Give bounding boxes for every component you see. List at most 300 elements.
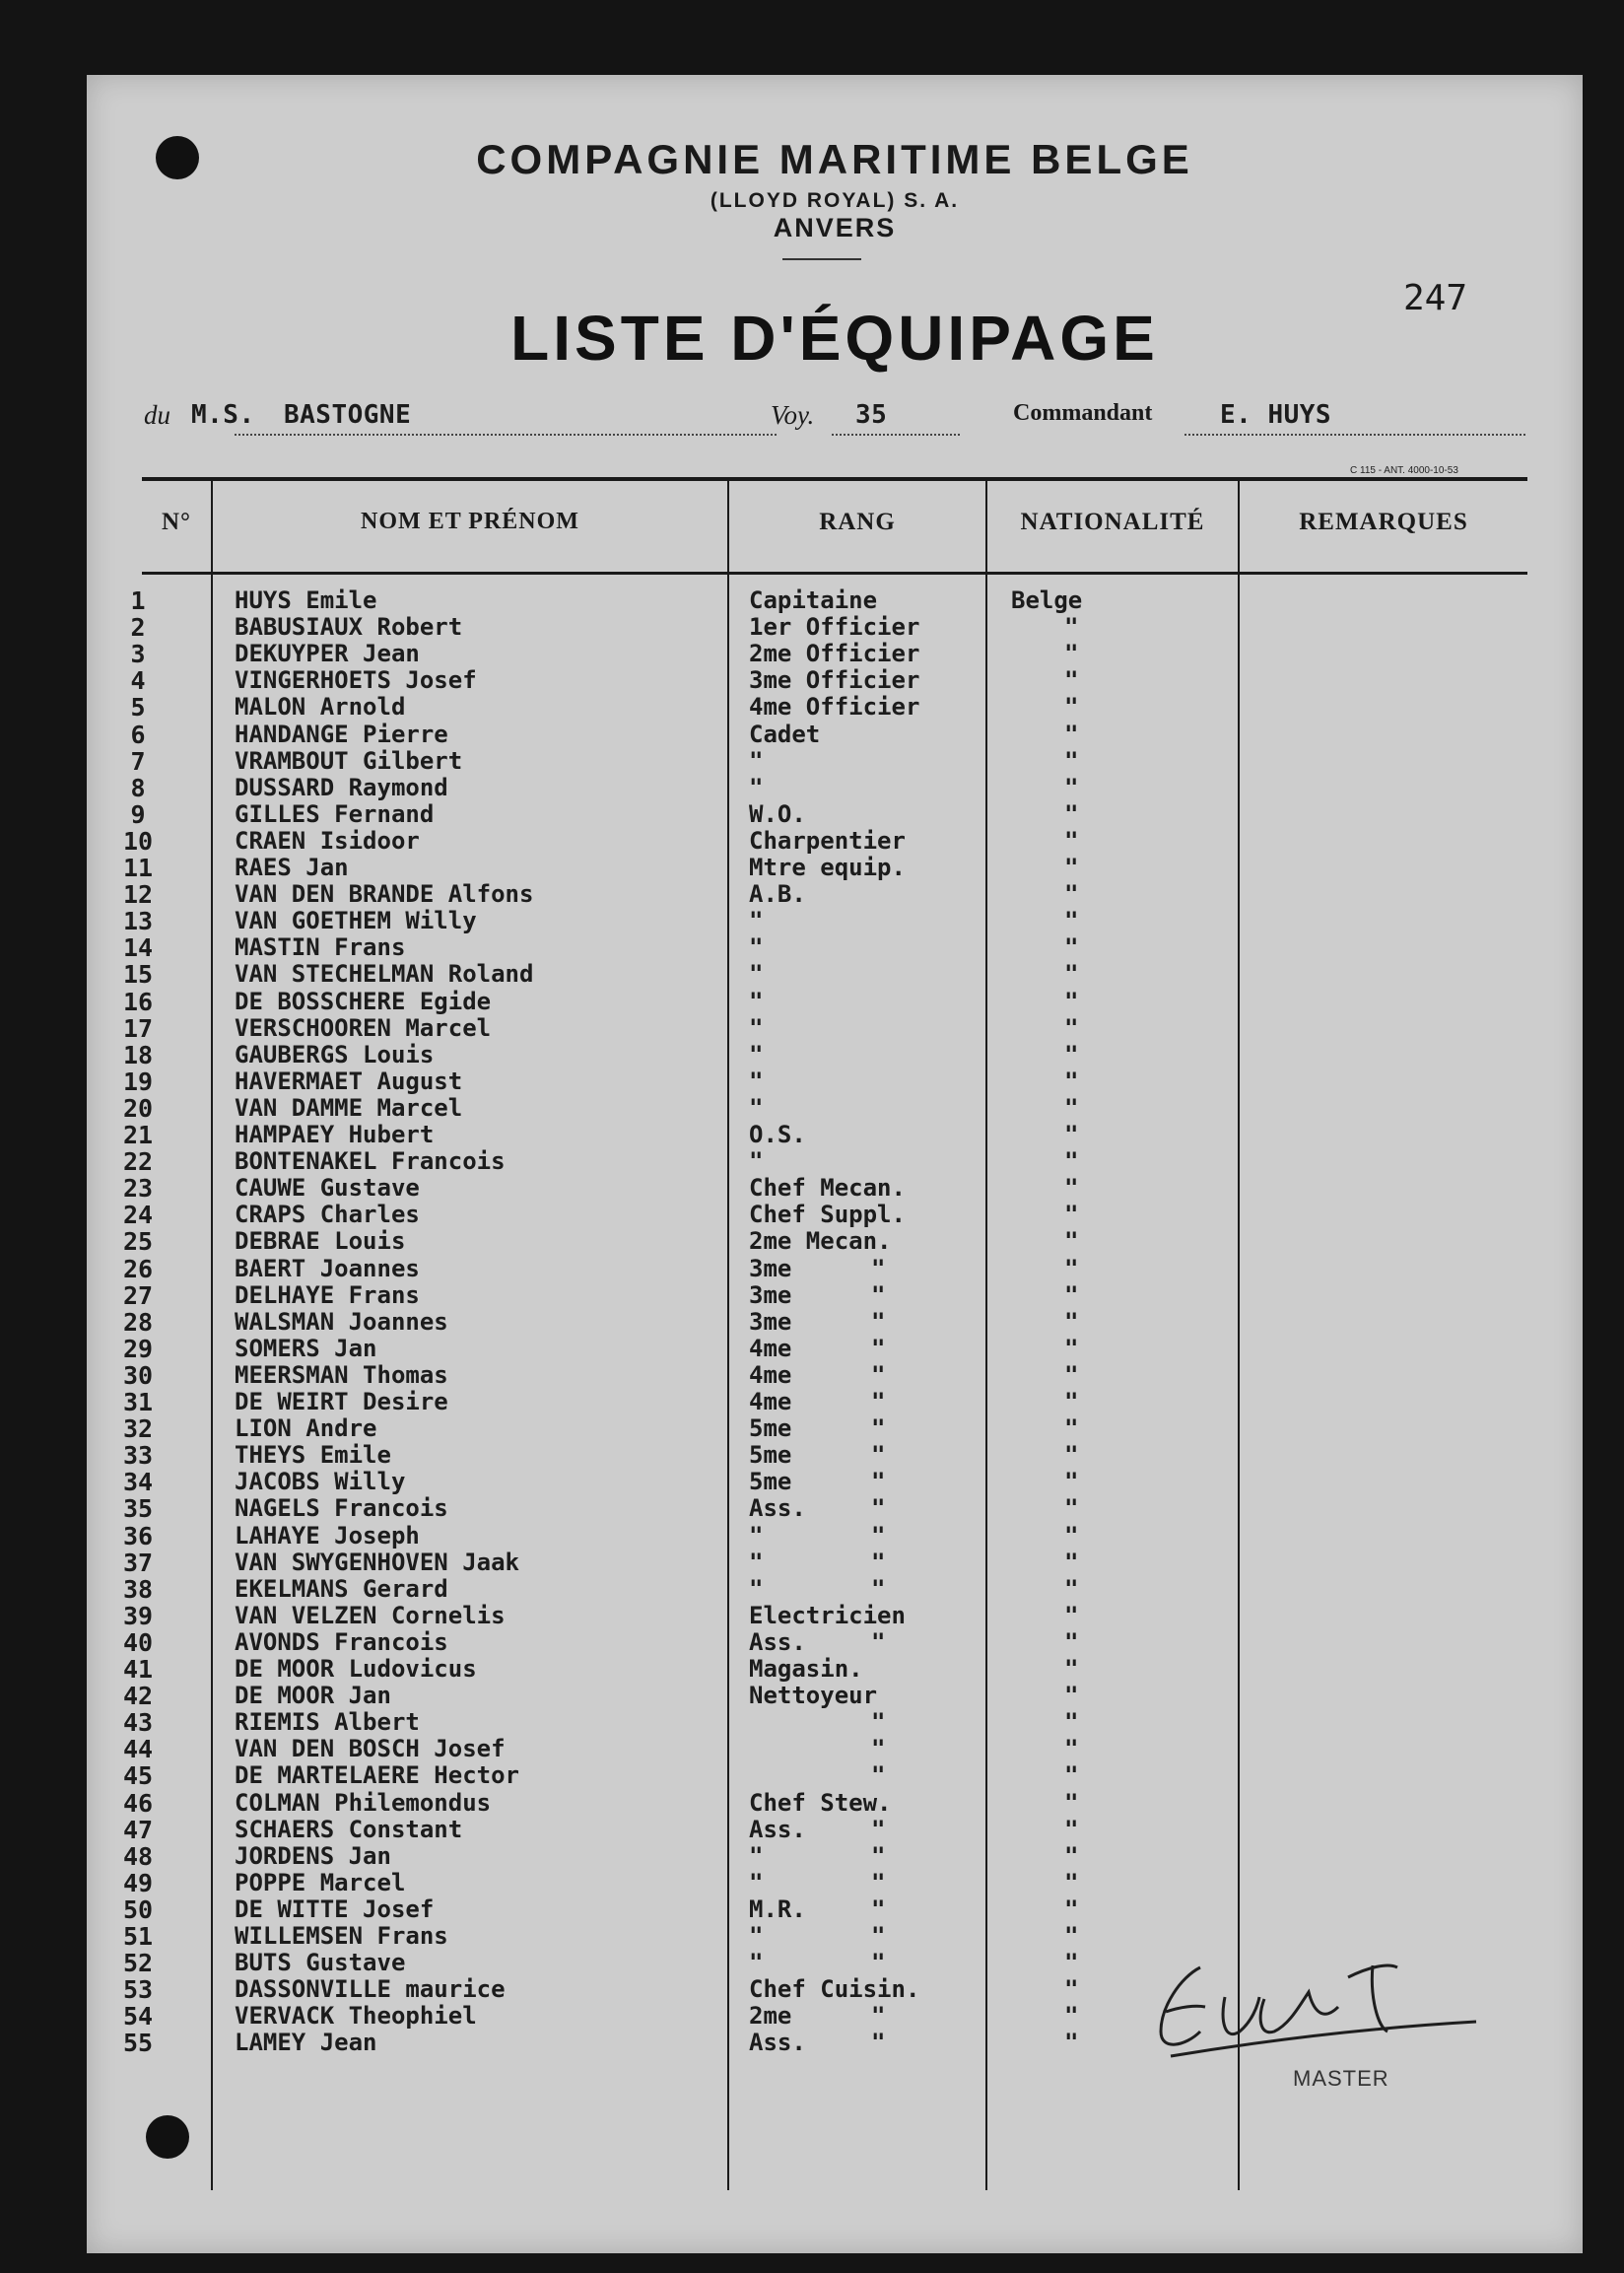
- crew-number: 53: [122, 1975, 154, 2005]
- crew-number: 46: [122, 1788, 154, 1818]
- voyage-dotted-line: [832, 434, 960, 436]
- crew-rank: Chef Stew.: [749, 1788, 892, 1817]
- crew-number: 22: [122, 1147, 154, 1177]
- table-row: [87, 722, 1583, 748]
- crew-nationality: ": [1064, 1868, 1079, 1896]
- crew-number: 8: [130, 773, 146, 802]
- crew-nationality: ": [1064, 1521, 1079, 1550]
- crew-name: BONTENAKEL Francois: [235, 1147, 506, 1176]
- crew-nationality: ": [1064, 1735, 1079, 1763]
- crew-nationality: ": [1064, 666, 1079, 695]
- crew-name: HAVERMAET August: [235, 1067, 463, 1095]
- table-row: [87, 1415, 1583, 1442]
- table-row: [87, 1709, 1583, 1736]
- table-row: [87, 1683, 1583, 1709]
- crew-rank: 5me: [749, 1441, 792, 1470]
- vessel-type: M.S.: [191, 400, 255, 430]
- crew-number: 20: [122, 1093, 154, 1123]
- crew-rank-ditto: ": [871, 1574, 886, 1603]
- header-divider: [782, 258, 861, 260]
- crew-rank: 4me: [749, 1360, 792, 1389]
- crew-rank: Mtre equip.: [749, 854, 906, 881]
- crew-name: LION Andre: [235, 1414, 377, 1443]
- crew-rank: ": [749, 1147, 764, 1176]
- table-row: [87, 1550, 1583, 1576]
- crew-nationality: ": [1064, 720, 1079, 748]
- crew-nationality: ": [1064, 2002, 1079, 2031]
- table-row: [87, 881, 1583, 908]
- crew-rank: ": [749, 1949, 764, 1977]
- table-row: [87, 1762, 1583, 1789]
- crew-number: 13: [122, 907, 154, 936]
- crew-rank-ditto: ": [871, 1307, 886, 1336]
- crew-rank-ditto: ": [871, 1949, 886, 1977]
- crew-nationality: ": [1064, 960, 1079, 989]
- crew-rank-ditto: ": [871, 1761, 886, 1790]
- table-row: [87, 667, 1583, 694]
- crew-name: DE MARTELAERE Hector: [235, 1761, 519, 1790]
- crew-nationality: ": [1064, 1227, 1079, 1256]
- crew-nationality: ": [1064, 1334, 1079, 1362]
- table-row: [87, 1656, 1583, 1683]
- table-row: [87, 1523, 1583, 1550]
- crew-name: DE WITTE Josef: [235, 1894, 435, 1923]
- crew-rank: Ass.: [749, 1494, 806, 1523]
- table-row: [87, 1122, 1583, 1148]
- crew-rank-ditto: ": [871, 1815, 886, 1843]
- table-row: [87, 1095, 1583, 1122]
- crew-name: DEKUYPER Jean: [235, 640, 420, 668]
- crew-rank: Chef Cuisin.: [749, 1975, 920, 2004]
- crew-number: 33: [122, 1441, 154, 1471]
- crew-rank-ditto: ": [871, 1548, 886, 1576]
- crew-rank-ditto: ": [871, 2002, 886, 2031]
- form-code: C 115 - ANT. 4000-10-53: [1350, 465, 1458, 476]
- crew-rank: Cadet: [749, 720, 821, 748]
- crew-name: VAN STECHELMAN Roland: [235, 960, 534, 989]
- crew-number: 38: [122, 1574, 154, 1604]
- crew-name: BABUSIAUX Robert: [235, 613, 463, 642]
- column-header-nationality: NATIONALITÉ: [1020, 509, 1205, 535]
- crew-rank-ditto: ": [871, 1388, 886, 1415]
- crew-name: DE WEIRT Desire: [235, 1388, 448, 1415]
- page-number: 247: [1403, 278, 1468, 318]
- crew-number: 1: [130, 586, 146, 615]
- crew-name: AVONDS Francois: [235, 1627, 448, 1656]
- crew-name: HUYS Emile: [235, 586, 377, 614]
- table-row: [87, 1309, 1583, 1336]
- crew-number: 19: [122, 1067, 154, 1096]
- master-label: MASTER: [1293, 2066, 1389, 2091]
- crew-number: 4: [130, 666, 146, 696]
- crew-nationality: ": [1064, 880, 1079, 909]
- table-row: [87, 748, 1583, 775]
- crew-nationality: ": [1064, 826, 1079, 855]
- crew-name: BAERT Joannes: [235, 1254, 420, 1282]
- crew-rank: Magasin.: [749, 1655, 863, 1683]
- crew-name: CRAEN Isidoor: [235, 826, 420, 855]
- crew-number: 3: [130, 640, 146, 669]
- crew-nationality: ": [1064, 1067, 1079, 1095]
- table-row: [87, 694, 1583, 721]
- crew-nationality: ": [1064, 933, 1079, 962]
- crew-name: CRAPS Charles: [235, 1201, 420, 1229]
- crew-nationality: ": [1064, 1414, 1079, 1443]
- crew-number: 7: [130, 746, 146, 776]
- crew-number: 35: [122, 1494, 154, 1524]
- table-top-rule: [142, 477, 1527, 481]
- table-row: [87, 1576, 1583, 1603]
- table-row: [87, 1175, 1583, 1202]
- table-row: [87, 1362, 1583, 1389]
- table-row: [87, 614, 1583, 641]
- crew-number: 23: [122, 1174, 154, 1204]
- crew-rank: 2me: [749, 2002, 792, 2031]
- crew-rank: ": [749, 907, 764, 935]
- crew-nationality: ": [1064, 1975, 1079, 2004]
- crew-rank-ditto: ": [871, 1922, 886, 1950]
- crew-name: COLMAN Philemondus: [235, 1788, 492, 1817]
- table-row: [87, 775, 1583, 801]
- column-header-name: NOM ET PRÉNOM: [361, 509, 579, 534]
- document-page: [87, 75, 1583, 2253]
- crew-name: EKELMANS Gerard: [235, 1574, 448, 1603]
- table-row: [87, 1256, 1583, 1282]
- commandant-dotted-line: [1184, 434, 1525, 436]
- crew-name: VAN DEN BOSCH Josef: [235, 1735, 506, 1763]
- crew-rank-ditto: ": [871, 1868, 886, 1896]
- crew-rank: ": [749, 1093, 764, 1122]
- crew-rank: ": [749, 1868, 764, 1896]
- crew-number: 51: [122, 1922, 154, 1951]
- crew-name: DUSSARD Raymond: [235, 773, 448, 801]
- crew-nationality: ": [1064, 1922, 1079, 1950]
- crew-rank-ditto: ": [871, 1280, 886, 1309]
- table-row: [87, 1389, 1583, 1415]
- crew-name: CAUWE Gustave: [235, 1174, 420, 1203]
- crew-name: HAMPAEY Hubert: [235, 1121, 435, 1148]
- crew-number: 6: [130, 720, 146, 749]
- punch-hole: [146, 2115, 189, 2159]
- crew-nationality: ": [1064, 1360, 1079, 1389]
- crew-name: DELHAYE Frans: [235, 1280, 420, 1309]
- crew-rank: A.B.: [749, 880, 806, 909]
- crew-number: 10: [122, 826, 154, 856]
- crew-name: DE MOOR Ludovicus: [235, 1655, 477, 1683]
- crew-number: 15: [122, 960, 154, 990]
- crew-number: 36: [122, 1521, 154, 1550]
- crew-number: 47: [122, 1815, 154, 1844]
- crew-name: MASTIN Frans: [235, 933, 406, 962]
- crew-name: LAMEY Jean: [235, 2029, 377, 2057]
- crew-nationality: ": [1064, 1548, 1079, 1576]
- crew-rank: 3me Officier: [749, 666, 920, 695]
- table-row: [87, 989, 1583, 1015]
- table-row: [87, 1843, 1583, 1870]
- company-subtitle: (LLOYD ROYAL) S. A.: [710, 189, 960, 212]
- column-header-remarks: REMARQUES: [1299, 509, 1468, 535]
- crew-rank: ": [749, 1548, 764, 1576]
- table-row: [87, 1629, 1583, 1656]
- crew-rank: ": [749, 1521, 764, 1550]
- crew-nationality: ": [1064, 1788, 1079, 1817]
- crew-name: WALSMAN Joannes: [235, 1307, 448, 1336]
- du-label: du: [144, 400, 170, 430]
- crew-name: GILLES Fernand: [235, 799, 435, 828]
- vessel-dotted-line: [235, 434, 777, 436]
- table-row: [87, 1202, 1583, 1228]
- crew-rank: Chef Mecan.: [749, 1174, 906, 1203]
- crew-name: MEERSMAN Thomas: [235, 1360, 448, 1389]
- crew-number: 34: [122, 1468, 154, 1497]
- company-city: ANVERS: [773, 213, 897, 242]
- crew-nationality: ": [1064, 1201, 1079, 1229]
- commandant-label: Commandant: [1013, 400, 1153, 426]
- crew-rank: Charpentier: [749, 826, 906, 855]
- table-row: [87, 1870, 1583, 1896]
- crew-name: VINGERHOETS Josef: [235, 666, 477, 695]
- crew-nationality: ": [1064, 1280, 1079, 1309]
- table-row: [87, 641, 1583, 667]
- crew-number: 52: [122, 1949, 154, 1978]
- crew-nationality: ": [1064, 613, 1079, 642]
- crew-nationality: ": [1064, 854, 1079, 881]
- crew-nationality: ": [1064, 1627, 1079, 1656]
- crew-name: JACOBS Willy: [235, 1468, 406, 1496]
- crew-rank-ditto: ": [871, 1894, 886, 1923]
- crew-number: 25: [122, 1227, 154, 1257]
- crew-rank-ditto: ": [871, 1334, 886, 1362]
- crew-name: DE BOSSCHERE Egide: [235, 987, 492, 1015]
- crew-rank: O.S.: [749, 1121, 806, 1148]
- crew-rank: 3me: [749, 1307, 792, 1336]
- crew-rank: Ass.: [749, 2029, 806, 2057]
- crew-rank: ": [749, 1013, 764, 1042]
- crew-rank-ditto: ": [871, 1708, 886, 1737]
- crew-nationality: ": [1064, 1040, 1079, 1068]
- crew-name: DASSONVILLE maurice: [235, 1975, 506, 2004]
- crew-name: DEBRAE Louis: [235, 1227, 406, 1256]
- crew-number: 37: [122, 1548, 154, 1577]
- table-row: [87, 1068, 1583, 1095]
- crew-nationality: ": [1064, 746, 1079, 775]
- vessel-name: BASTOGNE: [284, 400, 412, 430]
- table-row: [87, 587, 1583, 614]
- crew-rank: 2me Mecan.: [749, 1227, 892, 1256]
- table-row: [87, 1282, 1583, 1309]
- crew-rank-ditto: ": [871, 1735, 886, 1763]
- crew-name: HANDANGE Pierre: [235, 720, 448, 748]
- document-title: LISTE D'ÉQUIPAGE: [510, 303, 1159, 374]
- table-header-rule: [142, 572, 1527, 575]
- crew-rank: Capitaine: [749, 586, 878, 614]
- crew-name: VERSCHOOREN Marcel: [235, 1013, 492, 1042]
- crew-nationality: ": [1064, 1841, 1079, 1870]
- crew-nationality: ": [1064, 1655, 1079, 1683]
- table-row: [87, 1336, 1583, 1362]
- crew-name: JORDENS Jan: [235, 1841, 391, 1870]
- crew-rank: ": [749, 746, 764, 775]
- table-row: [87, 1228, 1583, 1255]
- crew-nationality: ": [1064, 1761, 1079, 1790]
- crew-name: VAN GOETHEM Willy: [235, 907, 477, 935]
- crew-rank: ": [749, 1922, 764, 1950]
- crew-name: VAN DEN BRANDE Alfons: [235, 880, 534, 909]
- crew-rank: 4me: [749, 1334, 792, 1362]
- crew-number: 43: [122, 1708, 154, 1738]
- crew-number: 24: [122, 1201, 154, 1230]
- crew-rank-ditto: ": [871, 1494, 886, 1523]
- crew-number: 14: [122, 933, 154, 963]
- crew-number: 2: [130, 613, 146, 643]
- crew-name: BUTS Gustave: [235, 1949, 406, 1977]
- crew-nationality: ": [1064, 1494, 1079, 1523]
- table-row: [87, 908, 1583, 934]
- crew-rank: ": [749, 1841, 764, 1870]
- table-row: [87, 961, 1583, 988]
- crew-name: SOMERS Jan: [235, 1334, 377, 1362]
- table-row: [87, 1896, 1583, 1923]
- crew-number: 50: [122, 1894, 154, 1924]
- table-row: [87, 934, 1583, 961]
- crew-rank: 4me Officier: [749, 693, 920, 722]
- table-row: [87, 1736, 1583, 1762]
- crew-name: VAN DAMME Marcel: [235, 1093, 463, 1122]
- crew-name: DE MOOR Jan: [235, 1682, 391, 1710]
- crew-nationality: ": [1064, 1708, 1079, 1737]
- crew-nationality: ": [1064, 1894, 1079, 1923]
- crew-rank: W.O.: [749, 799, 806, 828]
- crew-number: 30: [122, 1360, 154, 1390]
- crew-number: 32: [122, 1414, 154, 1444]
- crew-rank-ditto: ": [871, 1360, 886, 1389]
- crew-rank: 3me: [749, 1254, 792, 1282]
- table-row: [87, 1603, 1583, 1629]
- crew-rank: ": [749, 960, 764, 989]
- crew-number: 11: [122, 854, 154, 882]
- crew-nationality: ": [1064, 1468, 1079, 1496]
- table-row: [87, 1790, 1583, 1817]
- crew-nationality: ": [1064, 907, 1079, 935]
- crew-rank: 5me: [749, 1468, 792, 1496]
- column-header-no: N°: [161, 509, 192, 535]
- crew-rank: ": [749, 1067, 764, 1095]
- crew-rank: 5me: [749, 1414, 792, 1443]
- crew-rank-ditto: ": [871, 1468, 886, 1496]
- crew-number: 42: [122, 1682, 154, 1711]
- crew-name: POPPE Marcel: [235, 1868, 406, 1896]
- crew-rank-ditto: ": [871, 1441, 886, 1470]
- crew-rank: 1er Officier: [749, 613, 920, 642]
- crew-name: RIEMIS Albert: [235, 1708, 420, 1737]
- crew-number: 16: [122, 987, 154, 1016]
- crew-number: 18: [122, 1040, 154, 1069]
- table-row: [87, 1015, 1583, 1042]
- table-row: [87, 1495, 1583, 1522]
- crew-rank-ditto: ": [871, 2029, 886, 2057]
- crew-number: 45: [122, 1761, 154, 1791]
- crew-rank: ": [749, 773, 764, 801]
- crew-rank: M.R.: [749, 1894, 806, 1923]
- crew-number: 31: [122, 1388, 154, 1416]
- crew-name: SCHAERS Constant: [235, 1815, 463, 1843]
- table-row: [87, 828, 1583, 855]
- crew-number: 29: [122, 1334, 154, 1363]
- crew-name: WILLEMSEN Frans: [235, 1922, 448, 1950]
- crew-number: 26: [122, 1254, 154, 1283]
- crew-number: 55: [122, 2029, 154, 2058]
- crew-nationality: ": [1064, 1601, 1079, 1629]
- crew-number: 28: [122, 1307, 154, 1337]
- crew-rank-ditto: ": [871, 1841, 886, 1870]
- table-row: [87, 1469, 1583, 1495]
- crew-nationality: ": [1064, 773, 1079, 801]
- crew-nationality: ": [1064, 1949, 1079, 1977]
- crew-nationality: ": [1064, 1013, 1079, 1042]
- crew-rank: 2me Officier: [749, 640, 920, 668]
- table-row: [87, 1148, 1583, 1175]
- master-signature: [1141, 1938, 1496, 2086]
- crew-number: 49: [122, 1868, 154, 1897]
- crew-nationality: ": [1064, 1441, 1079, 1470]
- crew-nationality: ": [1064, 640, 1079, 668]
- crew-nationality: ": [1064, 1682, 1079, 1710]
- crew-number: 9: [130, 799, 146, 829]
- crew-number: 12: [122, 880, 154, 910]
- crew-number: 17: [122, 1013, 154, 1043]
- crew-number: 54: [122, 2002, 154, 2032]
- crew-number: 44: [122, 1735, 154, 1764]
- crew-nationality: ": [1064, 1388, 1079, 1415]
- crew-nationality: ": [1064, 1174, 1079, 1203]
- crew-number: 41: [122, 1655, 154, 1684]
- crew-name: VERVACK Theophiel: [235, 2002, 477, 2031]
- crew-rank-ditto: ": [871, 1627, 886, 1656]
- crew-name: MALON Arnold: [235, 693, 406, 722]
- crew-nationality: ": [1064, 987, 1079, 1015]
- crew-rank: Ass.: [749, 1815, 806, 1843]
- table-row: [87, 801, 1583, 828]
- crew-rank: 4me: [749, 1388, 792, 1415]
- crew-nationality: ": [1064, 1121, 1079, 1148]
- crew-name: GAUBERGS Louis: [235, 1040, 435, 1068]
- crew-rank: ": [749, 1574, 764, 1603]
- crew-name: NAGELS Francois: [235, 1494, 448, 1523]
- crew-nationality: ": [1064, 1574, 1079, 1603]
- table-row: [87, 855, 1583, 881]
- voy-label: Voy.: [771, 400, 815, 430]
- crew-number: 39: [122, 1601, 154, 1630]
- crew-name: VRAMBOUT Gilbert: [235, 746, 463, 775]
- crew-rank: Nettoyeur: [749, 1682, 878, 1710]
- crew-nationality: ": [1064, 1254, 1079, 1282]
- crew-rank: Chef Suppl.: [749, 1201, 906, 1229]
- crew-nationality: ": [1064, 1093, 1079, 1122]
- crew-rank-ditto: ": [871, 1521, 886, 1550]
- crew-rank: ": [749, 1040, 764, 1068]
- crew-number: 48: [122, 1841, 154, 1871]
- crew-name: LAHAYE Joseph: [235, 1521, 420, 1550]
- crew-name: RAES Jan: [235, 854, 349, 881]
- table-row: [87, 1442, 1583, 1469]
- crew-nationality: ": [1064, 1815, 1079, 1843]
- crew-nationality: ": [1064, 693, 1079, 722]
- crew-nationality: ": [1064, 799, 1079, 828]
- table-row: [87, 1042, 1583, 1068]
- crew-number: 27: [122, 1280, 154, 1310]
- crew-rank: ": [749, 987, 764, 1015]
- crew-rank: Electricien: [749, 1601, 906, 1629]
